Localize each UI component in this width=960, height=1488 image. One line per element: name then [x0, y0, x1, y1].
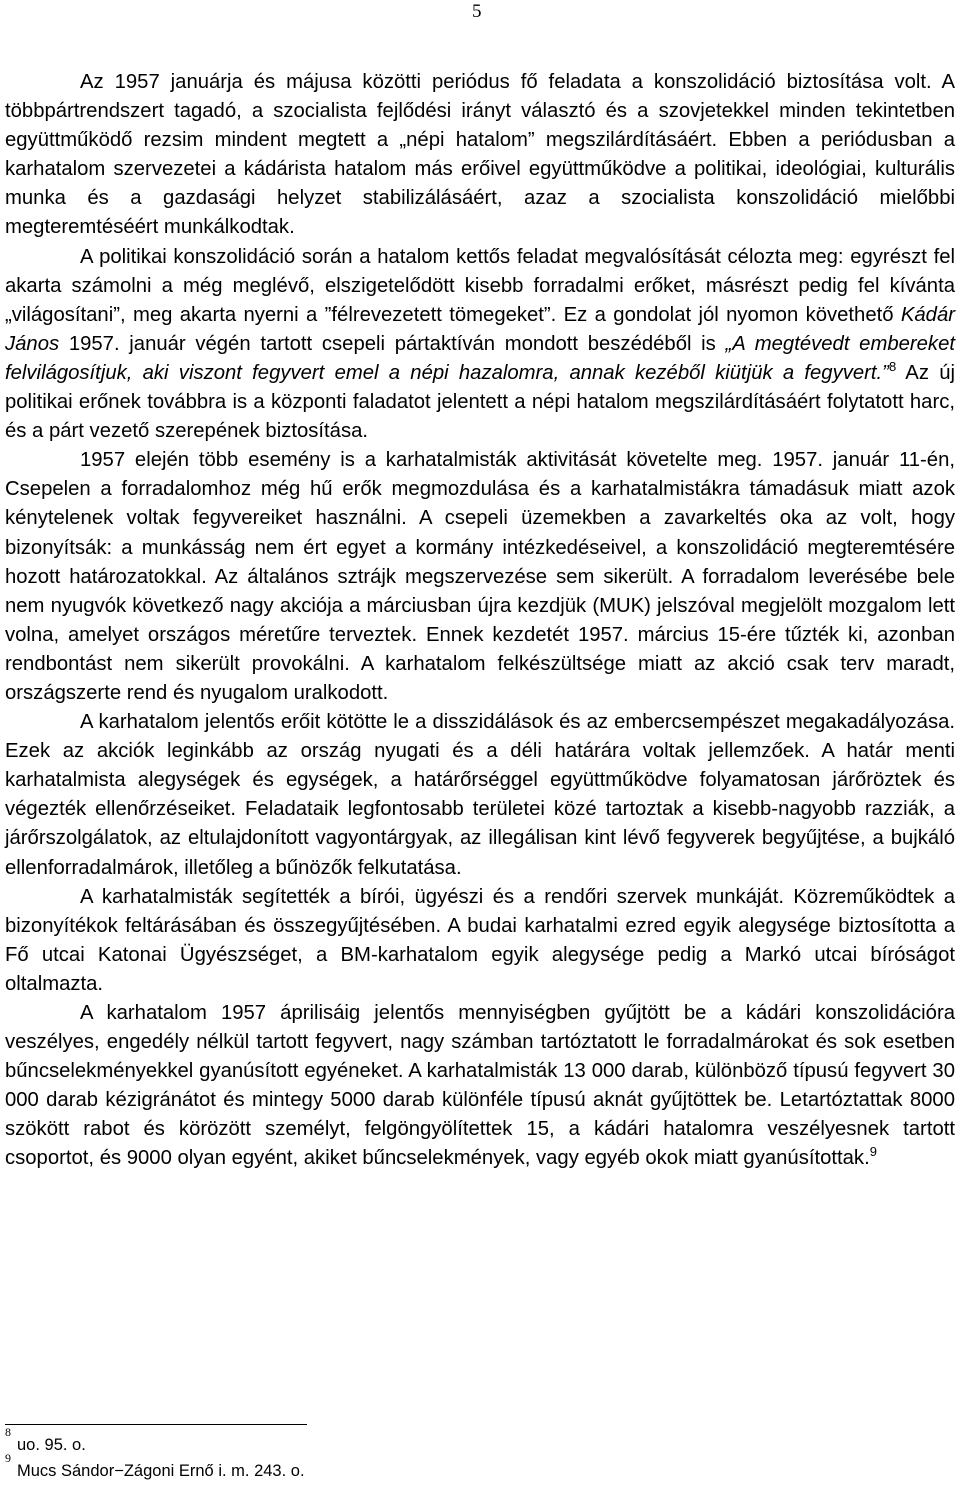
- person-name: Kádár János: [5, 303, 955, 355]
- paragraph-3: 1957 elején több esemény is a karhatalmisták aktivitását követelte meg. 1957. január 11-én, Csepelen a forradalomhoz még hű erők megmozdulása és a karhatalmistákra támadásuk miatt azok kénytelenek voltak fegyvereiket használni. A csepeli üzemekben a zavarkeltés oka az volt, hogy bizonyítsák: a munkásság nem ért egyet a kormány intézkedéseivel, a konszolidáció megteremtésére hozott határozatokkal. Az általános sztrájk megszervezése sem sikerült. A forradalom leverésébe bele nem nyugvók következő nagy akciója a márciusban újra kezdjük (MUK) jelszóval megjelölt mozgalom lett volna, amelyet országos méretűre terveztek. Ennek kezdetét 1957. március 15-ére tűzték ki, azonban rendbontást nem sikerült provokálni. A karhatalom felkészültsége miatt az akció csak terv maradt, országszerte rend és nyugalom uralkodott.: [5, 449, 955, 704]
- paragraph-5: A karhatalmisták segítették a bírói, ügyészi és a rendőri szervek munkáját. Közreműködtek a bizonyítékok feltárásában és összegyűjtésében. A budai karhatalmi ezred egyik alegysége biztosította a Fő utcai Katonai Ügyészséget, a BM-karhatalom egyik alegysége pedig a Markó utcai bíróságot oltalmazta.: [5, 885, 955, 995]
- footnote-ref-8[interactable]: 8: [888, 358, 897, 374]
- footnote-divider: [5, 1424, 307, 1425]
- paragraph-6: [5, 999, 955, 1174]
- footnote-text: Mucs Sándor−Zágoni Ernő i. m. 243. o.: [17, 1462, 305, 1480]
- paragraph-1: Az 1957 januárja és májusa közötti periódus fő feladata a konszolidáció biztosítása volt. A többpártrendszert tagadó, a szocialista fejlődési irányt választó és a szovjetekkel minden tekintetben együttműködő rezsim mindent megtett a „népi hatalom” megszilárdításáért. Ebben a periódusban a karhatalom szervezetei a kádárista hatalom más erőivel együttműködve a politikai, ideológiai, kulturális munka és a gazdasági helyzet stabilizálásáért, azaz a szocialista konszolidáció mielőbbi megteremtéséért munkálkodtak.: [5, 71, 955, 239]
- footnote-ref-9[interactable]: 9: [869, 1144, 877, 1160]
- footnote-number: 9: [5, 1451, 11, 1465]
- footnote-text: uo. 95. o.: [17, 1436, 86, 1454]
- footnote-9: [5, 1451, 905, 1484]
- body-text: [5, 68, 955, 1174]
- page-number: 5: [472, 1, 482, 22]
- paragraph-2-part-a: A politikai konszolidáció során a hatalom kettős feladat megvalósítását célozta meg: egyrészt fel akarta számolni a még meglévő, elszigetelődött kisebb forradalmi erőket, másrészt pedig fel kívánta „világosítani”, meg akarta nyerni a ”félrevezetett tömegeket”. Ez a gondolat jól nyomon követhető: [5, 245, 955, 326]
- paragraph-6-text: A karhatalom 1957 áprilisáig jelentős mennyiségben gyűjtött be a kádári konszolidációra veszélyes, engedély nélkül tartott fegyvert, nagy számban tartóztatott le forradalmárokat és sok esetben bűncselekményekkel gyanúsított egyéneket. A karhatalmisták 13 000 darab, különböző típusú fegyvert 30 000 darab kézigránátot és mintegy 5000 darab különféle típusú aknát gyűjtöttek be. Letartóztattak 8000 szökött rabot és körözött személyt, felgöngyölítettek 15, a kádári hatalomra veszélyesnek tartott csoportot, és 9000 olyan egyént, akiket bűncselekmények, vagy egyéb okok miatt gyanúsítottak.: [5, 1002, 955, 1170]
- paragraph-4: A karhatalom jelentős erőit kötötte le a disszidálások és az embercsempészet megakadályozása. Ezek az akciók leginkább az ország nyugati és a déli határára voltak jellemzőek. A határ menti karhatalmista alegységek és egységek, a határőrséggel együttműködve folyamatosan járőröztek és végezték ellenőrzéseiket. Feladataik legfontosabb területei közé tartoztak a kisebb-nagyobb razziák, a járőrszolgálatok, az eltulajdonított vagyontárgyak, az illegálisan kint lévő fegyverek begyűjtése, a bujkáló ellenforradalmárok, illetőleg a bűnözők felkutatása.: [5, 711, 955, 879]
- footnote-number: 8: [5, 1425, 11, 1439]
- quote: „A megtévedt embereket felvilágosítjuk, aki viszont fegyvert emel a népi hazalomra, annak kezéből kiütjük a fegyvert.”: [5, 332, 955, 384]
- paragraph-2-part-c: Az új politikai erőnek továbbra is a központi faladatot jelentett a népi hatalom megszilárdításáért folytatott harc, és a párt vezető szerepének biztosítása.: [5, 361, 956, 443]
- footnote-8: [5, 1425, 905, 1458]
- paragraph-2: [5, 243, 955, 447]
- footnotes: [5, 1425, 905, 1484]
- paragraph-2-part-b: 1957. január végén tartott csepeli pártaktíván mondott beszédéből is: [59, 332, 726, 355]
